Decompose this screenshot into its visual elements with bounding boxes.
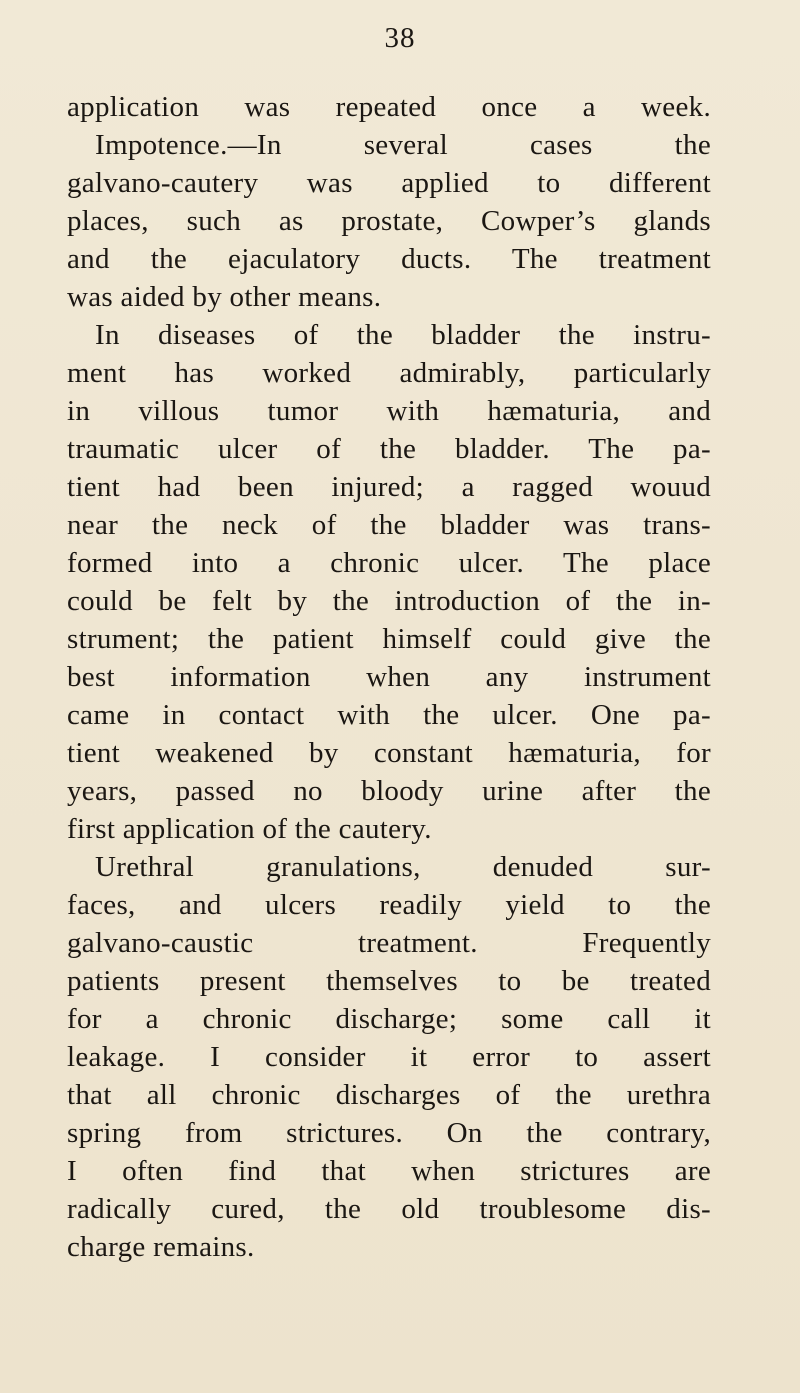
text-line: best information when any instrument xyxy=(67,661,711,693)
text-line: Urethral granulations, denuded sur- xyxy=(95,851,711,883)
text-line: that all chronic discharges of the urethra xyxy=(67,1079,711,1111)
text-line: was aided by other means. xyxy=(67,281,382,313)
text-line: came in contact with the ulcer. One pa- xyxy=(67,699,711,731)
text-line: years, passed no bloody urine after the xyxy=(67,775,711,807)
text-line: places, such as prostate, Cowper’s glands xyxy=(67,205,711,237)
text-line: spring from strictures. On the contrary, xyxy=(67,1117,711,1149)
text-line: strument; the patient himself could give the xyxy=(67,623,711,655)
text-line: formed into a chronic ulcer. The place xyxy=(67,547,711,579)
text-line: application was repeated once a week. xyxy=(67,91,711,123)
page-number: 38 xyxy=(384,22,416,54)
text-line: tient weakened by constant hæmaturia, for xyxy=(67,737,711,769)
text-line: in villous tumor with hæmaturia, and xyxy=(67,395,711,427)
text-line: In diseases of the bladder the instru- xyxy=(95,319,711,351)
text-line: and the ejaculatory ducts. The treatment xyxy=(67,243,711,275)
text-line: leakage. I consider it error to assert xyxy=(67,1041,711,1073)
body-text xyxy=(67,88,711,1266)
text-line: Impotence.—In several cases the xyxy=(95,129,711,161)
text-line: first application of the cautery. xyxy=(67,813,432,845)
text-line: traumatic ulcer of the bladder. The pa- xyxy=(67,433,711,465)
text-line: galvano-cautery was applied to different xyxy=(67,167,711,199)
text-line: I often find that when strictures are xyxy=(67,1155,711,1187)
text-line: charge remains. xyxy=(67,1231,255,1263)
text-line: could be felt by the introduction of the in- xyxy=(67,585,711,617)
text-line: for a chronic discharge; some call it xyxy=(67,1003,711,1035)
text-line: galvano-caustic treatment. Frequently xyxy=(67,927,711,959)
text-line: tient had been injured; a ragged wouud xyxy=(67,471,711,503)
text-line: ment has worked admirably, particularly xyxy=(67,357,711,389)
text-line: near the neck of the bladder was trans- xyxy=(67,509,711,541)
text-line: radically cured, the old troublesome dis- xyxy=(67,1193,711,1225)
text-line: faces, and ulcers readily yield to the xyxy=(67,889,711,921)
text-line: patients present themselves to be treated xyxy=(67,965,711,997)
